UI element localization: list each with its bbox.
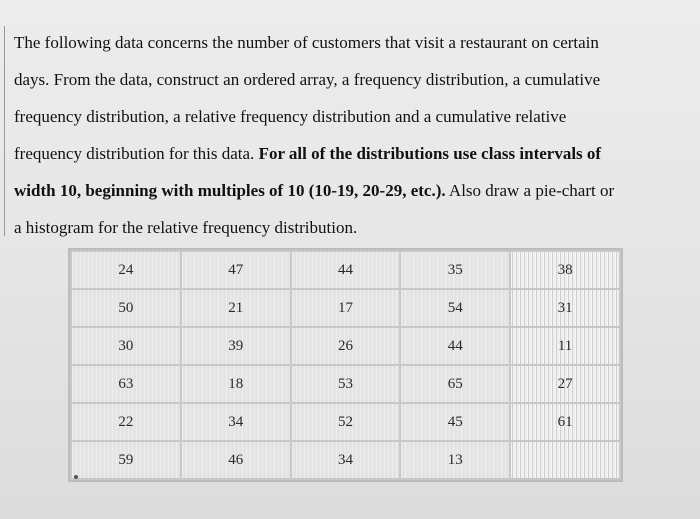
cell-value: 31 bbox=[557, 300, 573, 316]
table-cell bbox=[291, 365, 401, 403]
table-cell bbox=[291, 289, 401, 327]
problem-line-6: a histogram for the relative frequency distribution. bbox=[14, 218, 358, 237]
problem-line-5 bbox=[14, 172, 689, 209]
table-cell bbox=[400, 403, 510, 441]
problem-line-2: days. From the data, construct an ordered array, a frequency distribution, a cumulative bbox=[14, 70, 601, 89]
table-cell bbox=[181, 289, 291, 327]
cell-value: 45 bbox=[447, 414, 463, 430]
table-row bbox=[71, 365, 620, 403]
table-cell bbox=[291, 403, 401, 441]
problem-line-5-bold: width 10, beginning with multiples of 10 (10-19, 20-29, etc.). bbox=[14, 181, 446, 200]
problem-line-3: frequency distribution, a relative frequency distribution and a cumulative relative bbox=[14, 107, 567, 126]
problem-line-4-normal: frequency distribution for this data. bbox=[14, 144, 259, 163]
table-cell bbox=[291, 327, 401, 365]
table-cell bbox=[291, 441, 401, 479]
table-cell bbox=[510, 327, 620, 365]
cell-value: 22 bbox=[118, 414, 134, 430]
table-row bbox=[71, 289, 620, 327]
cell-value: 17 bbox=[337, 300, 353, 316]
cell-value: 46 bbox=[228, 452, 244, 468]
table-cell bbox=[510, 403, 620, 441]
table-row bbox=[71, 251, 620, 289]
cell-value: 59 bbox=[118, 452, 134, 468]
cell-value: 61 bbox=[557, 414, 573, 430]
table-cell bbox=[71, 251, 181, 289]
cell-value: 21 bbox=[228, 300, 244, 316]
table-cell bbox=[400, 365, 510, 403]
table-cell bbox=[71, 289, 181, 327]
cell-value: 30 bbox=[118, 338, 134, 354]
table-cell bbox=[400, 327, 510, 365]
cell-value: 27 bbox=[557, 376, 573, 392]
cell-value: 44 bbox=[447, 338, 463, 354]
cell-value: 18 bbox=[228, 376, 244, 392]
table-cell bbox=[181, 365, 291, 403]
cell-value: 11 bbox=[557, 338, 573, 354]
table-cell bbox=[291, 251, 401, 289]
table-row bbox=[71, 403, 620, 441]
left-margin-rule bbox=[4, 26, 5, 236]
table-cell bbox=[400, 441, 510, 479]
cell-value: 13 bbox=[447, 452, 463, 468]
cell-value: 54 bbox=[447, 300, 463, 316]
problem-line-4-bold: For all of the distributions use class intervals of bbox=[258, 144, 602, 163]
cell-value: 38 bbox=[557, 262, 573, 278]
table-cell bbox=[400, 251, 510, 289]
table-cell bbox=[510, 251, 620, 289]
table-row bbox=[71, 441, 620, 479]
table-row bbox=[71, 327, 620, 365]
problem-line-5-normal: Also draw a pie-chart or bbox=[445, 181, 615, 200]
cell-value: 63 bbox=[118, 376, 134, 392]
cell-value: 26 bbox=[337, 338, 353, 354]
cell-value: 24 bbox=[118, 262, 134, 278]
table-cell bbox=[510, 289, 620, 327]
cell-value: 44 bbox=[337, 262, 353, 278]
table-cell bbox=[71, 441, 181, 479]
table-cell bbox=[181, 403, 291, 441]
problem-statement bbox=[14, 24, 689, 246]
cell-value: 34 bbox=[337, 452, 353, 468]
problem-line-4 bbox=[14, 135, 689, 172]
cell-value: 34 bbox=[228, 414, 244, 430]
stray-dot-mark bbox=[74, 475, 78, 479]
customer-data-table-wrapper bbox=[68, 248, 623, 482]
table-cell bbox=[181, 441, 291, 479]
table-cell bbox=[71, 403, 181, 441]
table-cell bbox=[71, 327, 181, 365]
table-cell bbox=[181, 251, 291, 289]
problem-line-1: The following data concerns the number of customers that visit a restaurant on certain bbox=[14, 33, 599, 52]
cell-value: 65 bbox=[447, 376, 463, 392]
cell-value: 50 bbox=[118, 300, 134, 316]
table-cell bbox=[400, 289, 510, 327]
cell-value: 52 bbox=[337, 414, 353, 430]
table-cell bbox=[181, 327, 291, 365]
cell-value: 47 bbox=[228, 262, 244, 278]
table-cell bbox=[510, 441, 620, 479]
table-cell bbox=[71, 365, 181, 403]
customer-data-table bbox=[70, 250, 621, 480]
cell-value: 53 bbox=[337, 376, 353, 392]
cell-value: 39 bbox=[228, 338, 244, 354]
table-cell bbox=[510, 365, 620, 403]
cell-value: 35 bbox=[447, 262, 463, 278]
